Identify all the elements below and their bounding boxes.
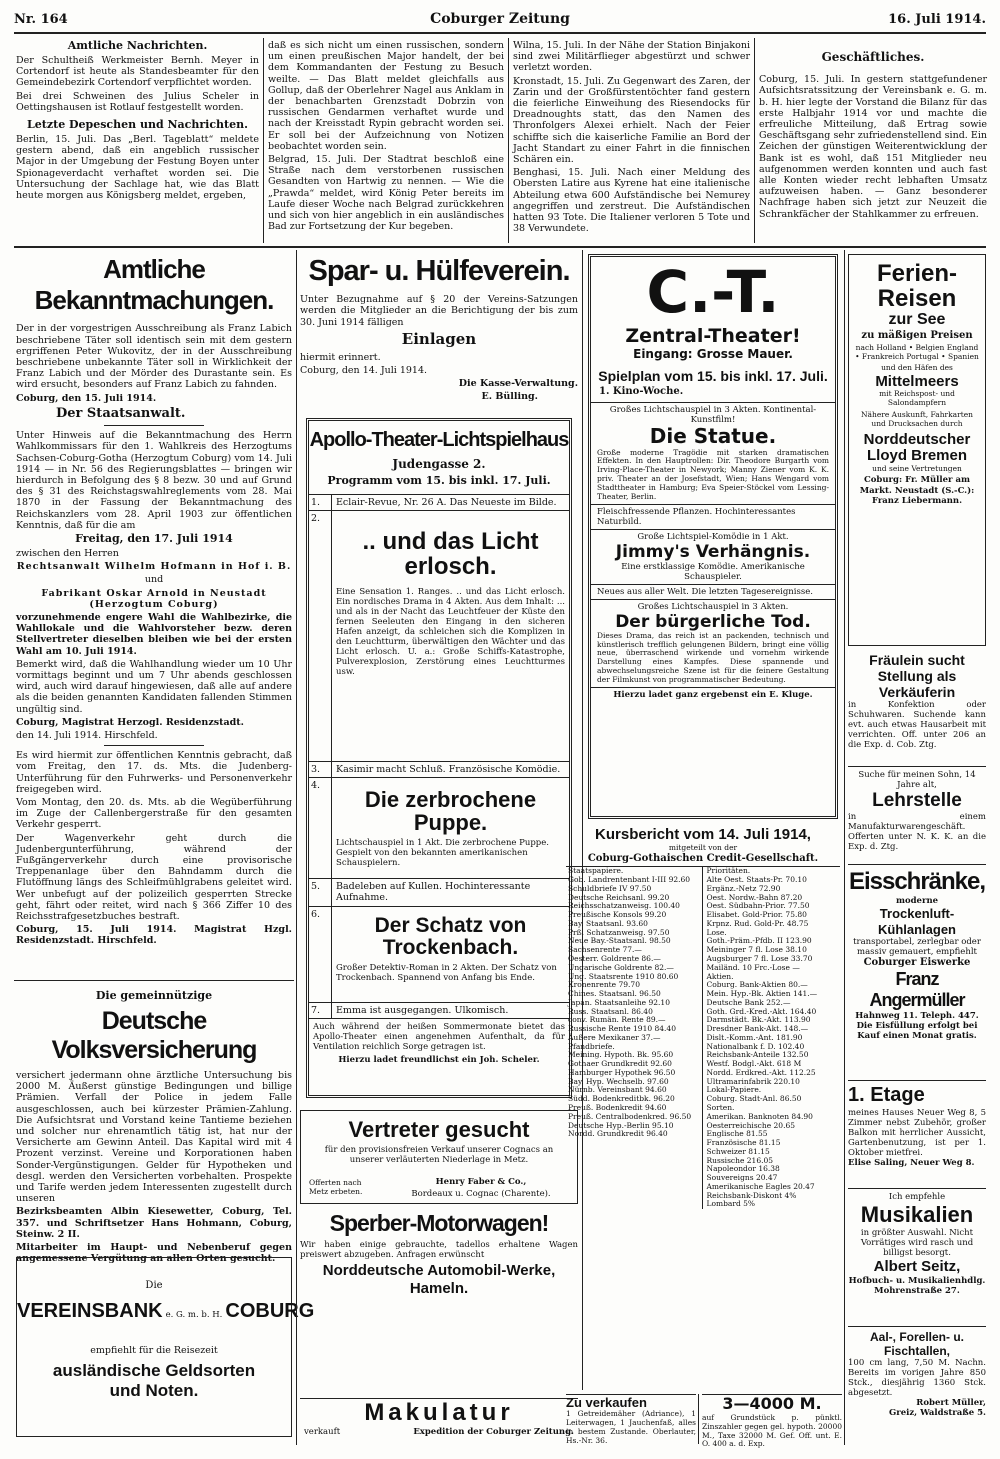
news-text: daß es sich nicht um einen russischen, sondern um einen preußischen Major handelt, der bei dem Kommandanten der Festung zu Besuch weilte. — Das Blatt meldet gleichfalls aus Gollup, daß der Oberlehrer Nagel aus Anklam in der benachbarten Grenzstadt Dobrzin von russischen Gendarmen verhaftet wurde und nach der Kreisstadt Rypin gebracht worden sei. Er soll bei der Aufzeichnung von Notizen beobachtet worden sein. xyxy=(268,40,504,152)
news-column-4 xyxy=(759,40,987,240)
ad-text: in größter Auswahl. Nicht Vorrätiges wird rasch und billigst besorgt. xyxy=(860,1227,974,1258)
kurs-row: Westf. Bodgl.-Akt. 618 M xyxy=(706,1059,802,1069)
zentral-theater-ad xyxy=(588,254,838,819)
kurs-row: Ungarische Goldrente 82.— xyxy=(568,962,674,972)
ad-text: Die xyxy=(145,1280,163,1291)
kurs-row: Chines. Staatsanl. 96.50 xyxy=(568,989,661,999)
ad-signature: Hierzu ladet ganz ergebenst ein E. Kluge. xyxy=(591,687,835,700)
kurs-list-right xyxy=(703,867,841,1209)
ad-title: Aal-, Forellen- u. Fischtallen, xyxy=(869,1330,964,1359)
film-title: Jimmy's Verhängnis. xyxy=(615,541,811,562)
ad-text: Coburg, den 14. Juli 1914. xyxy=(300,364,428,376)
kurs-row: Meining. Hypoth. Bk. 95.60 xyxy=(568,1050,674,1060)
programme-item xyxy=(309,1002,569,1018)
item-number: 2. xyxy=(311,512,321,524)
ad-text: hiermit erinnert. xyxy=(300,351,381,363)
ad-text: Die Eisfüllung erfolgt bei Kauf einen Monat gratis. xyxy=(856,1021,978,1042)
item-text: Eclair-Revue, Nr. 26 A. Das Neueste im Bilde. xyxy=(331,495,569,510)
ad-text: auf Grundstück p. pünktl. Zinszahler gegen gel. hypoth. 20000 M., Taxe 32000 M. Gef. Off. unt. E. O. 400 a. d. Exp. xyxy=(702,1412,842,1449)
ad-text: Elise Saling, Neuer Weg 8. xyxy=(848,1157,975,1168)
notice-text: vorzunehmende engere Wahl die Wahlbezirke, die Wahllokale und die Wahlvorsteher bezw. deren Stellvertreter dieselben bleiben wie bei der ersten Wahl am 10. Juli 1914. xyxy=(16,611,292,657)
vereinsbank-ad xyxy=(16,1257,315,1437)
notice-signature: Der Staatsanwalt. xyxy=(56,405,186,421)
ad-text: und den Häfen des xyxy=(881,362,953,372)
kurs-row: Deutsche Reichsanl. 99.20 xyxy=(568,892,670,902)
kurs-row: Amerikan. Banknoten 84.90 xyxy=(706,1111,813,1121)
ad-text: Mohrenstraße 27. xyxy=(874,1285,960,1296)
programme-item xyxy=(309,510,569,761)
ad-text: versichert jedermann ohne ärztliche Untersuchung bis 2000 M. Äußerst günstige Bedingungen und billige Prämien. Verfall der Police in jedem Falle ausgeschlossen, auch bei kürzester Prämien-Zahlung. Die Aufsichtsrat und Vorstand keine Tantieme beziehen und solcher nur ehrenamtlich tätig ist, hat nur der Versicherte am Gewinn Anteil. Das Kapital wird mit 4 Prozent verzinst. Vereine und Korporationen haben Sonder-Vergünstigungen. Gelder für Hypotheken und desgl. werden den Versicherten vorbehalten. Prospekte und Tarife werden jedem Interessenten zugestellt durch unseren xyxy=(16,1069,292,1205)
ad-text: Expedition der Coburger Zeitung. xyxy=(413,1427,574,1438)
ad-text: 100 cm lang, 7,50 M. Nachn. Bereits im vorigen Jahre 850 Stck., diesjährig 1360 Stck. abgesetzt. xyxy=(848,1358,986,1399)
ad-text: in Konfektion oder Schuhwaren. Suchende kann evt. auch etwas Hausarbeit mit verrichten. Off. unter 206 an die Exp. d. Cob. Ztg. xyxy=(848,700,986,751)
section-rule xyxy=(848,1188,986,1189)
ad-title: ausländische Geldsorten und Noten. xyxy=(52,1360,256,1400)
programme-item xyxy=(309,906,569,1002)
news-text: Der Schultheiß Werkmeister Bernh. Meyer in Cortendorf ist heute als Standesbeamter für den Gemeindebezirk Cortendorf verpflichtet worden. xyxy=(16,54,259,89)
kurs-row: Äußere Mexikaner 37.— xyxy=(568,1032,661,1042)
news-text: Kronstadt, 15. Juli. Zu Gegenwart des Zaren, der Zarin und der Großfürstentöchter fand gestern die feierliche Einweihung des Riesendocks für Dreadnoughts statt, das den Namen des Thronfolgers Alexei erhielt. Nach der Feier schiffte sich die kaiserliche Familie an Bord der Jacht Standart zu einer Fahrt in die finnischen Schären ein. xyxy=(513,75,750,166)
ad-text: empfiehlt für die Reisezeit xyxy=(90,1345,218,1357)
kurs-row: Lokal-Papiere. xyxy=(706,1085,762,1095)
kurs-row: Kronenrente 79.70 xyxy=(568,980,640,990)
notice-text: Unter Hinweis auf die Bekanntmachung des Herrn Wahlkommissars für den 1. Wahlkreis des Herzogtums Sachsen-Coburg-Gotha (Herzogtum Coburg) vom 14. Juli 1914 — in Nr. 56 des Regierungsblattes — bringen wir hierdurch in Befolgung des § 8 bezw. 30 und auf Grund des § 31 des Reichstagswahlreglements vom 28. Mai 1870 in der Fassung der Bekanntmachung des Reichskanzlers vom 28. April 1903 zur öffentlichen Kenntnis, daß für die am xyxy=(16,430,292,531)
lehrstelle-ad xyxy=(848,770,986,860)
ad-title: Lehrstelle xyxy=(872,790,962,812)
kursbericht xyxy=(566,826,840,1392)
ad-title: Sperber-Motorwagen! xyxy=(329,1210,549,1236)
kurs-row: Ung. Staatsrente 1910 80.60 xyxy=(568,971,679,981)
ad-text: Trockenluft-Kühlanlagen xyxy=(877,906,956,937)
section-rule xyxy=(848,1326,986,1327)
header-rule xyxy=(14,32,986,34)
ad-text: Coburger Eiswerke xyxy=(863,957,971,969)
ad-text: zu mäßigen Preisen xyxy=(861,330,973,342)
fraeulein-ad xyxy=(848,652,986,764)
kurs-row: conv. Rumän. Rente 89.— xyxy=(568,1015,666,1025)
ad-signature: Hierzu ladet freundlichst ein Joh. Scheler. xyxy=(338,1054,540,1065)
kurs-row: Reichsschatzanweisg. 100.40 xyxy=(568,901,680,911)
ad-title: Musikalien xyxy=(860,1202,974,1228)
section-rule xyxy=(14,980,294,981)
kurs-row: Coburg. Bank-Aktien 80.— xyxy=(706,980,808,990)
item-text: Dieses Drama, das reich ist an packenden, technisch und künstlerisch trefflich gelungenen Bildern, bringt eine völlig neue, überraschend wirkende und vornehm wirkende Darstellung eines Kampfes. Diese spannende und abwechselungsreiche Szene ist für die feinere Gestaltung der Filmkunst von programmatischer Bedeutung. xyxy=(597,630,829,684)
issue-date: 16. Juli 1914. xyxy=(888,12,986,27)
news-column-2 xyxy=(268,40,504,240)
ad-title: Spar- u. Hülfeverein. xyxy=(308,255,570,287)
kurs-row: Krpnz. Rud. Gold-Pr. 48.75 xyxy=(706,918,809,928)
amtliche-bekanntmachungen-title: Amtliche Bekanntmachungen. xyxy=(34,254,274,315)
kurs-row: Reichsbank-Anteile 132.50 xyxy=(706,1050,809,1060)
bank-suffix: e. G. m. b. H. xyxy=(165,1309,223,1320)
kurs-row: Oest. Nordw.-Bahn 87.20 xyxy=(706,892,803,902)
loan-ad xyxy=(702,1394,842,1449)
ad-text: meines Hauses Neuer Weg 8, 5 Zimmer nebst Zubehör, großer Balkon mit herrlicher Aussicht, Gartenbenutzung, ist per 1. Oktober mietfrei. xyxy=(848,1107,986,1158)
musikalien-ad xyxy=(848,1192,986,1322)
notice-text: und xyxy=(144,574,164,586)
column-rule xyxy=(263,38,264,243)
column-rule xyxy=(698,1394,699,1444)
programme-item: 1. Kino-Woche. xyxy=(599,386,684,398)
kurs-row: Darmstädt. Bk.-Akt. 113.90 xyxy=(706,1015,811,1025)
ad-title: Vertreter gesucht xyxy=(348,1117,530,1142)
kurs-row: Nürnb. Vereinsbant 94.60 xyxy=(568,1085,667,1095)
kurs-row: Nordd. Erdkred.-Akt. 112.25 xyxy=(706,1067,816,1077)
item-number: 4. xyxy=(311,780,321,792)
kurs-row: Oesterreichische 20.65 xyxy=(706,1120,795,1130)
kurs-row: Meininger 7 fl. Lose 38.10 xyxy=(706,945,807,955)
kurs-row: Souvereigns 20.47 xyxy=(706,1173,778,1183)
kurs-row: Amerikanische Eagles 20.47 xyxy=(706,1181,815,1191)
kurs-list-left xyxy=(566,867,703,1209)
column-rule xyxy=(296,250,297,1445)
kurs-row: Ultramarinfabrik 220.10 xyxy=(706,1076,800,1086)
kurs-row: Schuldbriefe IV 97.50 xyxy=(568,883,652,893)
ad-text: in einem Manufakturwarengeschäft. Offerten unter N. K. K. an die Exp. d. Ztg. xyxy=(848,812,986,853)
ad-text: nach Holland • Belgien England • Frankreich Portugal • Spanien xyxy=(855,343,979,361)
kurs-row: Mein. Hyp.-Bk. Aktien 141.— xyxy=(706,989,818,999)
column-rule xyxy=(754,38,755,243)
notice-text: Der in der vorgestrigen Ausschreibung als Franz Labich beschriebene Täter soll identisch sein mit dem gestern ergriffenen Peter Wukovitz, der in der Ausschreibung beschriebene unbekannte Täter soll in Wirklichkeit der Franz Labich und der Mörder des Durastante sein. Es wird ersucht, besonders auf Franz Labich zu fahnden. xyxy=(16,323,292,391)
ad-signature: Die Kasse-Verwaltung. xyxy=(458,377,578,389)
ad-text: 1 Getreidemäher (Adriance), 1 Leiterwagen, 1 Jauchenfaß, alles in bestem Zustande. Oberlauter, Hs.-Nr. 36. xyxy=(566,1409,696,1445)
kurs-row: Japan. Staatsanleihe 92.10 xyxy=(568,997,670,1007)
notice-text: Der Wagenverkehr geht durch die Judenbergunterführung, während der Fußgängerverkehr durch eine provisorische Treppenanlage über den Bahndamm durch die Flutöffnung längs des Schleifmühlgrabens geleitet wird. Wer unbefugt auf der polizeilich gesperrten Strecke geht, fährt oder reitet, wird nach § 366 Ziffer 10 des Reichsstrafgesetzbuches bestraft. xyxy=(16,832,292,922)
kurs-row: Napoleondor 16.38 xyxy=(706,1164,780,1174)
kurs-row: Bay. Staatsanl. 93.60 xyxy=(568,918,648,928)
news-text: Berlin, 15. Juli. Das „Berl. Tageblatt“ meldete gestern abend, daß ein angeblich russischer Major in der Umgebung der Festung Boyen unter Spionageverdacht verhaftet worden sei. Die Untersuchung der Sachlage hat, wie das Blatt heute morgen aus Königsberg meldet, ergeben, xyxy=(16,133,259,201)
theater-name: Zentral-Theater! xyxy=(625,325,801,347)
news-text: Benghasi, 15. Juli. Nach einer Meldung des Obersten Latire aus Kyrene hat eine italienische Abteilung etwa 600 Aufständische bei Nemurey angegriffen und zerstreut. Die Aufständischen hatten 93 Tote. Die Italiener verloren 5 Tote und 38 Verwundete. xyxy=(513,167,750,235)
kurs-row: Südd. Bodenkreditbk. 96.20 xyxy=(568,1094,675,1104)
apollo-theater-ad xyxy=(306,418,572,1098)
kurs-row: Russ. Staatsanl. 86.40 xyxy=(568,1006,653,1016)
kurs-row: Elisabet. Gold-Prior. 75.80 xyxy=(706,910,807,920)
ad-title: Apollo-Theater-Lichtspielhaus xyxy=(309,429,569,451)
kurs-row: Lose. xyxy=(706,927,727,937)
amtliche-nachrichten-heading: Amtliche Nachrichten. xyxy=(67,39,208,52)
kurs-row: Aktien. xyxy=(706,971,734,981)
ad-text: moderne xyxy=(895,896,939,907)
programme-item xyxy=(309,761,569,777)
item-number: 7. xyxy=(311,1004,321,1016)
bank-name: VEREINSBANK xyxy=(17,1299,163,1322)
vertreter-ad xyxy=(300,1110,578,1204)
makulatur-ad xyxy=(300,1398,578,1443)
letzte-depeschen-heading: Letzte Depeschen und Nachrichten. xyxy=(27,117,248,131)
item-text: Neues aus aller Welt. Die letzten Tagesereignisse. xyxy=(591,584,835,599)
candidate-1: Rechtsanwalt Wilhelm Hofmann in Hof i. B. xyxy=(16,561,292,573)
kurs-row: Prioritäten. xyxy=(706,866,751,876)
ad-title: Fräulein sucht Stellung als Verkäuferin xyxy=(869,652,965,701)
item-text: Große moderne Tragödie mit starken dramatischen Effekten. In den Hauptrollen: Dir. Theodore Burgarth vom Irving-Place-Theater in Newyork; Manny Ziener vom K. K. priv. Theater an der Josefstadt, Wien; Hans Wengard vom Stadttheater in Hamburg; Eva Speier-Stöckel vom Lessing-Theater, Berlin. xyxy=(597,447,829,501)
candidate-2: Fabrikant Oskar Arnold in Neustadt (Herzogtum Coburg) xyxy=(41,587,267,610)
kurs-row: Oest. Südbahn-Prior. 77.50 xyxy=(706,901,810,911)
theater-entry: Eingang: Grosse Mauer. xyxy=(633,347,793,362)
kurs-row: Goth. Grd.-Kred.-Akt. 164.40 xyxy=(706,1006,817,1016)
ad-text: Hofbuch- u. Musikalienhdlg. xyxy=(848,1275,986,1286)
kurs-row: Deutsche Hyp.-Berlin 95.10 xyxy=(568,1120,674,1130)
fischkasten-ad xyxy=(848,1330,986,1442)
kurs-row: Staatspapiere. xyxy=(568,866,624,876)
issue-number: Nr. 164 xyxy=(14,12,68,27)
item-number: 3. xyxy=(311,763,321,775)
programme-item xyxy=(309,494,569,510)
kurs-row: Nationalbank f. D. 102.40 xyxy=(706,1041,805,1051)
kurs-row: Sachsenrente 77.— xyxy=(568,945,642,955)
kurs-row: Alte Oest. Staats-Pr. 70.10 xyxy=(706,875,807,885)
kurs-row: Dresdner Bank-Akt. 148.— xyxy=(706,1024,809,1034)
ad-text: transportabel, zerlegbar oder massiv gemauert, empfiehlt xyxy=(853,936,981,957)
ad-text: Robert Müller, xyxy=(916,1398,986,1409)
notice-signature: Coburg, Magistrat Herzogl. Residenzstadt. xyxy=(16,716,244,728)
news-text: Wilna, 15. Juli. In der Nähe der Station Binjakoni sind zwei Militärflieger abgestürzt und schwer verletzt worden. xyxy=(513,40,750,74)
ad-text: und seine Vertretungen xyxy=(872,463,962,473)
item-text: Großes Lichtschauspiel in 3 Akten. Kontinental-Kunstfilm! xyxy=(609,404,817,425)
eisschraenke-ad xyxy=(848,868,986,1078)
kurs-row: Preuß. Centralbodenkred. 96.50 xyxy=(568,1111,692,1121)
notice-text: Bemerkt wird, daß die Wahlhandlung wieder um 10 Uhr vormittags beginnt und um 7 Uhr abends geschlossen wird, auch wird darauf hingewiesen, daß alle auf andere als die beiden genannten Kandidaten fallenden Stimmen ungültig sind. xyxy=(16,658,292,715)
paper-name: Coburger Zeitung xyxy=(430,11,570,27)
kurs-row: Goth.-Präm.-Pfdb. II 123.90 xyxy=(706,936,812,946)
kurs-row: Oesterr. Goldrente 86.— xyxy=(568,953,661,963)
theater-address: Judengasse 2. xyxy=(392,456,486,471)
ad-title: Ferien-Reisen xyxy=(876,260,957,313)
programme-title: Programm vom 15. bis inkl. 17. Juli. xyxy=(327,473,551,487)
ad-text: Norddeutscher Lloyd Bremen xyxy=(863,430,971,465)
kursbericht-sub: mitgeteilt von der xyxy=(668,842,738,852)
item-text: Kasimir macht Schluß. Französische Komödie. xyxy=(331,762,569,777)
item-text: Großer Detektiv-Roman in 2 Akten. Der Schatz von Trockenbach. Spannend von Anfang bis Ende. xyxy=(336,962,557,983)
programme-item xyxy=(309,777,569,878)
notice-text: Es wird hiermit zur öffentlichen Kenntnis gebracht, daß vom Freitag, den 17. ds. Mts. die Judenberg-Unterführung für den Fuhrwerks- und Personenverkehr freigegeben wird. xyxy=(16,750,292,795)
kurs-row: Lombard 5% xyxy=(706,1199,756,1209)
sperber-ad xyxy=(300,1210,578,1297)
divider xyxy=(104,425,204,426)
ad-text: Ich empfehle xyxy=(888,1192,946,1202)
section-rule xyxy=(848,1080,986,1081)
kursbericht-bank: Coburg-Gothaischen Credit-Gesellschaft. xyxy=(566,853,840,868)
ad-text: Unter Bezugnahme auf § 20 der Vereins-Satzungen werden die Mitglieder an die Berichtigung der bis zum 30. Juni 1914 fälligen xyxy=(300,294,578,328)
film-title: Der Schatz von Trockenbach. xyxy=(374,913,527,959)
kurs-row: Deutsche Bank 252.— xyxy=(706,997,791,1007)
item-text: Lichtschauspiel in 1 Akt. Die zerbrochene Puppe. Gespielt von den bekannten amerikanischen Schauspielern. xyxy=(336,838,549,869)
kurs-row: Reichsbank-Diskont 4% xyxy=(706,1190,797,1200)
kurs-row: Pfandbriefe. xyxy=(568,1041,615,1051)
film-title: Der bürgerliche Tod. xyxy=(615,611,811,632)
item-text: Badeleben auf Kullen. Hochinteressante Aufnahme. xyxy=(331,879,569,905)
notice-text: zwischen den Herren xyxy=(16,547,119,559)
item-text: Fleischfressende Pflanzen. Hochinteressantes Naturbild. xyxy=(591,504,835,529)
election-date: Freitag, den 17. Juli 1914 xyxy=(75,531,233,545)
ad-text: Bezirksbeamten Albin Kiesewetter, Coburg, Tel. 357. und Schriftsetzer Hans Hohmann, Coburg, Steinw. 2 II. xyxy=(16,1206,292,1240)
ad-title: Deutsche Volksversicherung xyxy=(51,1006,257,1065)
geschaeftliches-heading: Geschäftliches. xyxy=(821,50,925,64)
kurs-row: Ergänz.-Netz 72.90 xyxy=(706,883,781,893)
kurs-row: Nordd. Grundkredit 96.40 xyxy=(568,1129,668,1139)
kurs-row: Preuß. Bodenkredit 94.60 xyxy=(568,1103,667,1112)
kurs-row: Sorten. xyxy=(706,1103,735,1112)
programme-title: Spielplan vom 15. bis inkl. 17. Juli. xyxy=(598,367,828,384)
ad-text: für den provisionsfreien Verkauf unserer Cognacs an unserer verläuterten Niederlage in Metz. xyxy=(324,1144,554,1165)
ad-title: Eisschränke, xyxy=(848,868,986,895)
notice-signature: Coburg, den 15. Juli 1914. xyxy=(16,392,157,404)
item-text: Eine Sensation 1. Ranges. .. und das Licht erlosch. Ein nordisches Drama in 4 Akten. Aus dem Inhalt: ... und als in der Nacht das Leuchtfeuer der Küste den fernen Seeleuten den Eingang in den sicheren Hafen anzeigt, da schleichen sich die Komplizen in den Leuchtturm, überwältigen den Wächter und das Licht erlosch. U. a.: Große Schiffs-Katastrophe, Pulverexplosion, Zerstörung eines Leuchtturmes usw. xyxy=(336,587,565,678)
ad-text: Auch während der heißen Sommermonate bietet das Apollo-Theater einen angenehmen Aufenthalt, da für Ventilation reichlich Sorge getragen ist. xyxy=(309,1018,569,1055)
ad-subtitle: zur See xyxy=(888,311,946,329)
item-text: Emma ist ausgegangen. Ulkomisch. xyxy=(331,1003,569,1018)
ad-title: Zu verkaufen xyxy=(566,1395,647,1410)
zu-verkaufen-ad xyxy=(566,1394,696,1445)
kurs-row: Augsburger 7 fl. Lose 33.70 xyxy=(706,953,813,963)
volksversicherung-ad xyxy=(16,986,292,1265)
amtliche-bekanntmachungen xyxy=(16,250,292,975)
item-number: 6. xyxy=(311,908,321,920)
bank-city: COBURG xyxy=(225,1299,315,1322)
section-rule xyxy=(848,766,986,767)
film-title: Die zerbrochene Puppe. xyxy=(364,787,537,836)
kurs-row: Gothaer Grundkredit 92.60 xyxy=(568,1059,672,1069)
ad-text: Coburg: Fr. Müller am Markt. Neustadt (S.-C.): Franz Liebermann. xyxy=(859,475,975,506)
ad-text: Greiz, Waldstraße 5. xyxy=(888,1408,986,1419)
news-column-1 xyxy=(16,38,259,238)
kurs-row: Gob. Landrentenbant I-III 92.60 xyxy=(568,875,691,885)
item-number: 5. xyxy=(311,881,321,893)
film-title: Die Statue. xyxy=(649,423,777,448)
kursbericht-title: Kursbericht vom 14. Juli 1914, xyxy=(595,826,811,843)
kurs-row: Russische Rente 1910 84.40 xyxy=(568,1024,676,1034)
kurs-row: Neue Bay.-Staatsanl. 98.50 xyxy=(568,936,671,946)
notice-text: Vom Montag, den 20. ds. Mts. ab die Wegüberführung im Zuge der Callenbergerstraße für den gesamten Verkehr gesperrt. xyxy=(16,796,292,831)
ad-text: Mitarbeiter im Haupt- und Nebenberuf gegen angemessene Vergütung an allen Orten gesucht. xyxy=(16,1242,292,1265)
programme-item xyxy=(309,878,569,905)
sparverein-ad xyxy=(300,250,578,410)
divider xyxy=(104,745,204,746)
ad-text: Franz Angermüller xyxy=(869,968,965,1011)
ad-title: 3—4000 M. xyxy=(722,1394,822,1413)
ad-text: Mittelmeers xyxy=(875,372,959,390)
section-rule xyxy=(848,864,986,865)
ad-text: Nähere Auskunft, Fahrkarten und Drucksachen durch xyxy=(860,409,974,428)
notice-signature: den 14. Juli 1914. Hirschfeld. xyxy=(16,729,158,741)
ad-firm: Norddeutsche Automobil-Werke, Hameln. xyxy=(322,1262,556,1297)
etage-ad xyxy=(848,1084,986,1184)
film-title: .. und das Licht erlosch. xyxy=(362,527,539,581)
news-text: Belgrad, 15. Juli. Der Stadtrat beschloß eine Straße nach dem verstorbenen russischen Gesandten von Hartwig zu nennen. — Wie die „Prawda“ meldet, wird König Peter bereits im Laufe dieser Woche nach Belgrad zurückkehren und sich von hier angeblich in ein ausländisches Bad zur Fortsetzung der Kur begeben. xyxy=(268,154,504,233)
ad-title: Makulatur xyxy=(364,1399,514,1426)
ad-text: Albert Seitz, xyxy=(873,1258,961,1276)
theater-logo: C.-T. xyxy=(646,258,780,326)
kurs-row: Russische 216.05 xyxy=(706,1155,774,1165)
item-text: Große Lichtspiel-Komödie in 1 Akt. xyxy=(637,531,789,542)
notice-signature: Coburg, 15. Juli 1914. Magistrat Hzgl. Residenzstadt. Hirschfeld. xyxy=(16,924,292,947)
news-text: Coburg, 15. Juli. In gestern stattgefundener Aufsichtsratssitzung der Vereinsbank e. G. m. b. H. hier legte der Vorstand die Bilanz für das erste Halbjahr 1914 vor und machte die erfreuliche Mitteilung, daß Ertrag sowie Geschäftsgang sehr zufriedenstellend sind. Ein Zeichen der günstigen Weiterentwicklung der Bank ist es wohl, daß 151 Mitglieder neu aufgenommen werden konnten und auch fast alle Konten wieder recht lebhaften Umsatz aufzuweisen haben. — Ganz besonderer Nachfrage haben sich jetzt zur Neuzeit die Schrankfächer der Stahlkammer zu erfreuen. xyxy=(759,74,987,220)
news-text: Bei drei Schweinen des Julius Scheler in Oettingshausen ist Rotlauf festgestellt worden. xyxy=(16,90,259,113)
kurs-row: Prß. Schatzanweisg. 97.50 xyxy=(568,927,670,937)
ad-firm: Henry Faber & Co., xyxy=(435,1177,527,1187)
ad-text: Offerten nach Metz erbeten. xyxy=(309,1178,363,1196)
column-rule xyxy=(508,38,509,243)
ferien-reisen-ad xyxy=(848,254,986,646)
item-text: Großes Lichtschauspiel in 3 Akten. xyxy=(637,601,789,612)
kurs-row: Coburg. Stadt-Anl. 86.50 xyxy=(706,1094,802,1104)
kurs-row: Dislt.-Komm.-Ant. 181.90 xyxy=(706,1032,803,1042)
item-number: 1. xyxy=(311,496,321,508)
column-rule xyxy=(844,250,845,1445)
kurs-row: Französische 81.15 xyxy=(706,1138,781,1148)
kurs-row: Preußische Konsols 99.20 xyxy=(568,910,667,920)
ad-title: 1. Etage xyxy=(848,1084,925,1106)
ad-text: Suche für meinen Sohn, 14 Jahre alt, xyxy=(858,770,976,791)
kurs-row: Mailänd. 10 Frc.-Lose — xyxy=(706,962,800,972)
kurs-row: Englische 81.55 xyxy=(706,1129,768,1139)
ad-keyword: Einlagen xyxy=(401,329,477,348)
ad-text: verkauft xyxy=(304,1427,341,1438)
ad-text: Bordeaux u. Cognac (Charente). xyxy=(411,1189,551,1199)
news-column-3 xyxy=(513,40,750,240)
kurs-row: Schweizer 81.15 xyxy=(706,1146,770,1156)
item-text: Eine erstklassige Komödie. Amerikanische Schauspieler. xyxy=(621,561,805,582)
section-rule xyxy=(14,246,986,248)
ad-pretitle: Die gemeinnützige xyxy=(95,989,213,1002)
kurs-row: Bay. Hyp. Wechselb. 97.60 xyxy=(568,1076,669,1086)
ad-text: Wir haben einige gebrauchte, tadellos erhaltene Wagen preiswert abzugeben. Anfragen erwünscht xyxy=(300,1240,578,1261)
kurs-row: Hamburger Hypothek 96.50 xyxy=(568,1067,676,1077)
ad-text: Hahnweg 11. Teleph. 447. xyxy=(855,1011,979,1022)
ad-signature: E. Bülling. xyxy=(481,391,538,403)
ad-text: mit Reichspost- und Salondampfern xyxy=(879,389,955,408)
masthead xyxy=(14,10,986,30)
